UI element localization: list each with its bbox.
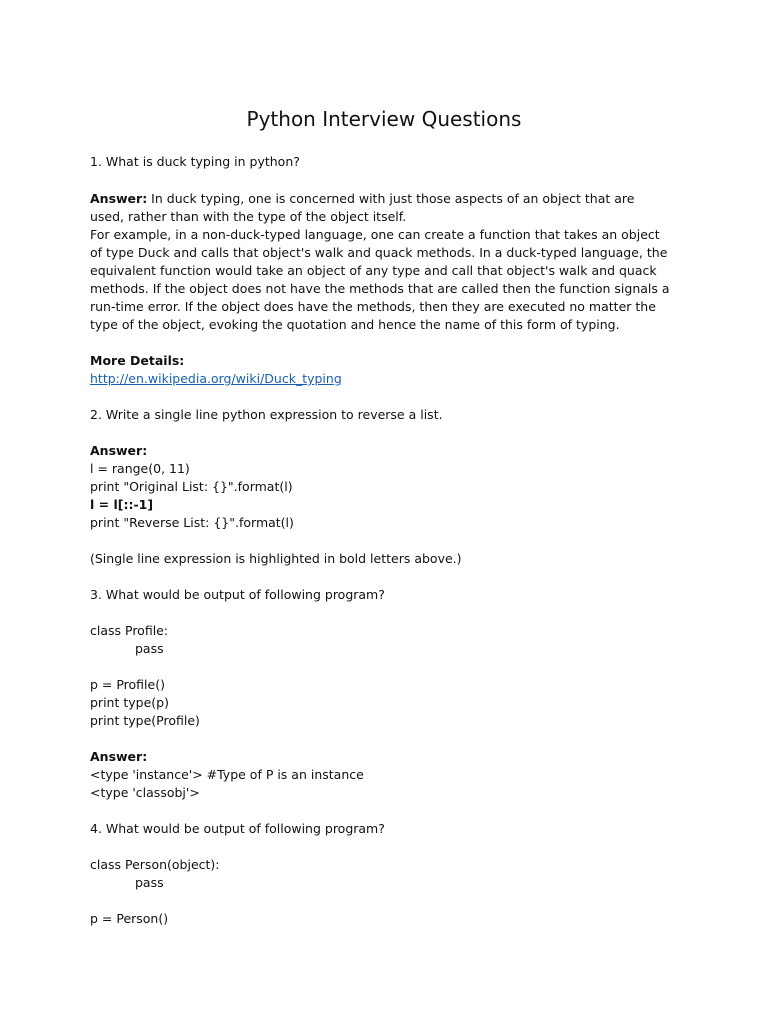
code-line-highlighted: l = l[::-1] xyxy=(90,497,154,512)
answer-label: Answer: xyxy=(90,191,148,206)
answer-1-line: methods. If the object does not have the methods that are called then the function signals a xyxy=(90,281,670,296)
code-line: l = range(0, 11) xyxy=(90,461,190,476)
code-line: print "Reverse List: {}".format(l) xyxy=(90,515,294,530)
code-line: p = Profile() xyxy=(90,677,165,692)
answer-1-first-line xyxy=(90,190,690,208)
answer-1-line: of type Duck and calls that object's walk and quack methods. In a duck-typed language, the xyxy=(90,245,668,260)
wikipedia-link-row xyxy=(90,370,690,388)
answer-line: <type 'classobj'> xyxy=(90,785,200,800)
page-title: Python Interview Questions xyxy=(246,107,522,131)
code-line: print type(Profile) xyxy=(90,713,200,728)
question-3: 3. What would be output of following program? xyxy=(90,587,385,602)
code-line: class Profile: xyxy=(90,623,169,638)
answer-label: Answer: xyxy=(90,443,148,458)
question-1: 1. What is duck typing in python? xyxy=(90,154,300,169)
answer-1-line: used, rather than with the type of the object itself. xyxy=(90,209,407,224)
code-line: p = Person() xyxy=(90,911,169,926)
question-2: 2. Write a single line python expression to reverse a list. xyxy=(90,407,443,422)
code-line-indented: pass xyxy=(135,641,164,656)
code-line-indented: pass xyxy=(135,875,164,890)
answer-1-line: run-time error. If the object does have the methods, then they are executed no matter the xyxy=(90,299,656,314)
note: (Single line expression is highlighted in bold letters above.) xyxy=(90,551,462,566)
answer-line: <type 'instance'> #Type of P is an instance xyxy=(90,767,364,782)
answer-1-line: For example, in a non-duck-typed language, one can create a function that takes an object xyxy=(90,227,660,242)
code-line: print "Original List: {}".format(l) xyxy=(90,479,293,494)
more-details-label: More Details: xyxy=(90,353,185,368)
question-4: 4. What would be output of following program? xyxy=(90,821,385,836)
answer-1-line: type of the object, evoking the quotation and hence the name of this form of typing. xyxy=(90,317,620,332)
code-line: class Person(object): xyxy=(90,857,220,872)
code-line: print type(p) xyxy=(90,695,169,710)
wikipedia-link[interactable]: http://en.wikipedia.org/wiki/Duck_typing xyxy=(90,371,342,386)
answer-label: Answer: xyxy=(90,749,148,764)
answer-1-line: equivalent function would take an object of any type and call that object's walk and quack xyxy=(90,263,657,278)
answer-text: In duck typing, one is concerned with just those aspects of an object that are xyxy=(147,191,635,206)
